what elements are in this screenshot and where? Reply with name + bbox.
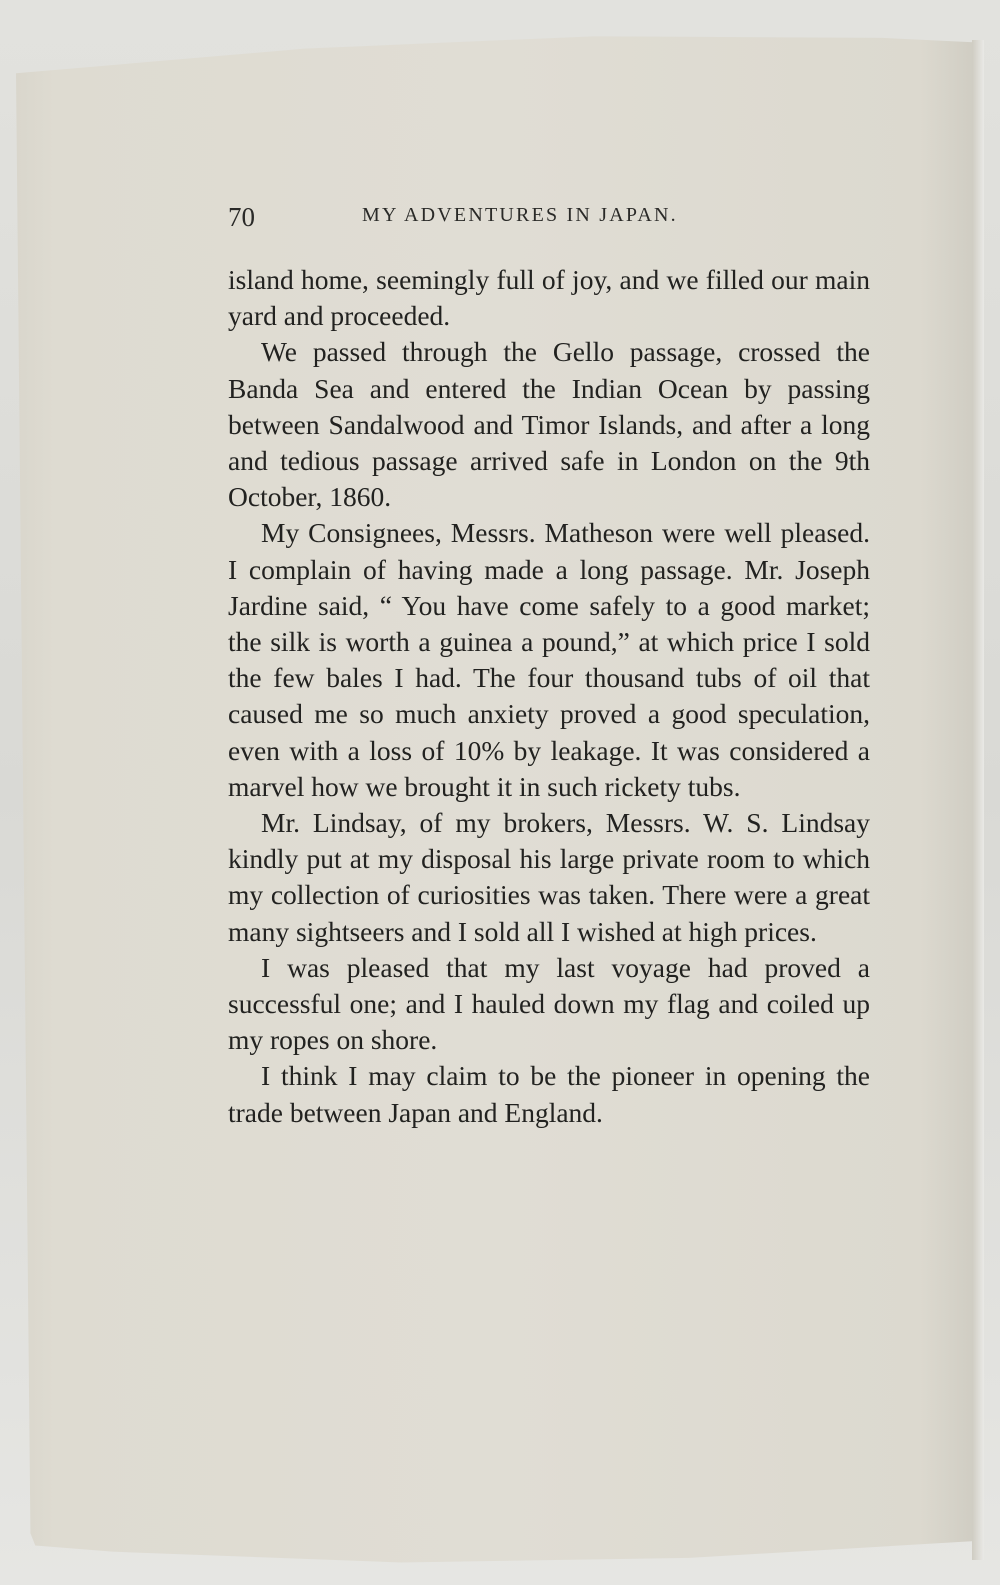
running-head [228,198,858,238]
body-text [228,262,870,1131]
page-edge [972,40,984,1560]
running-title: MY ADVENTURES IN JAPAN. [362,204,678,226]
page-number: 70 [228,202,255,232]
paragraph: We passed through the Gello passage, crossed the Banda Sea and entered the Indian Ocean by passing between Sandalwood and Timor Islands, and after a long and tedious passage arrived safe in London on the 9th October, 1860. [228,336,870,513]
paragraph: My Consignees, Messrs. Matheson were well pleased. I complain of having made a long passage. Mr. Joseph Jardine said, “ You have come safely to a good market; the silk is worth a guinea a pound,” at which price I sold the few bales I had. The four thousand tubs of oil that caused me so much anxiety proved a good speculation, even with a loss of 10% by leakage. It was considered a marvel how we brought it in such rickety tubs. [228,517,870,802]
paragraph: I was pleased that my last voyage had proved a successful one; and I hauled down my flag and coiled up my ropes on shore. [228,951,870,1056]
paragraph: I think I may claim to be the pioneer in opening the trade between Japan and England. [228,1060,870,1128]
paragraph: island home, seemingly full of joy, and we filled our main yard and proceeded. [228,264,870,332]
paragraph: Mr. Lindsay, of my brokers, Messrs. W. S. Lindsay kindly put at my disposal his large private room to which my collection of curiosities was taken. There were a great many sightseers and I sold all I wished at high prices. [228,807,870,947]
